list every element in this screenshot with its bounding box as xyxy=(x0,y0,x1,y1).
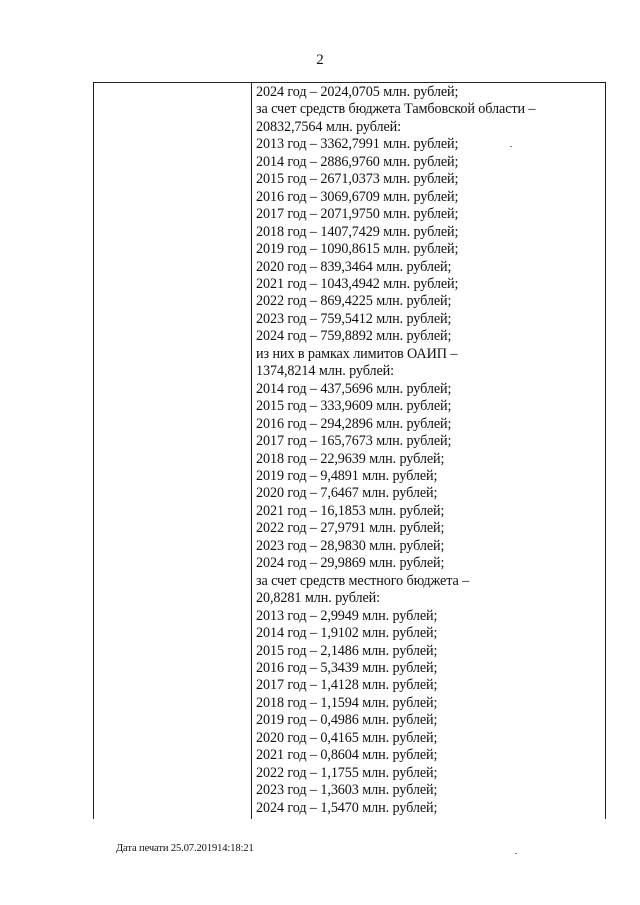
text-line: 2021 год – 16,1853 млн. рублей; xyxy=(256,502,445,519)
page-number: 2 xyxy=(316,52,324,68)
text-line: 2022 год – 27,9791 млн. рублей; xyxy=(256,520,445,537)
text-line: 2024 год – 759,8892 млн. рублей; xyxy=(256,328,452,345)
text-line: 2014 год – 1,9102 млн. рублей; xyxy=(256,625,438,642)
text-line: 2015 год – 2,1486 млн. рублей; xyxy=(256,642,438,659)
text-line: 2020 год – 839,3464 млн. рублей; xyxy=(256,258,452,275)
text-line: 2018 год – 22,9639 млн. рублей; xyxy=(256,450,445,467)
text-line: 2021 год – 1043,4942 млн. рублей; xyxy=(256,275,459,292)
text-line: 20832,7564 млн. рублей: xyxy=(256,118,401,135)
text-line: 2016 год – 294,2896 млн. рублей; xyxy=(256,415,452,432)
text-line: 2020 год – 7,6467 млн. рублей; xyxy=(256,485,438,502)
text-line: 2019 год – 9,4891 млн. рублей; xyxy=(256,467,438,484)
text-line: 2024 год – 2024,0705 млн. рублей; xyxy=(256,84,459,100)
text-line: 2020 год – 0,4165 млн. рублей; xyxy=(256,729,438,746)
text-line: 2013 год – 2,9949 млн. рублей; xyxy=(256,607,438,624)
text-line: 2019 год – 0,4986 млн. рублей; xyxy=(256,712,438,729)
text-line: 2015 год – 333,9609 млн. рублей; xyxy=(256,398,452,415)
print-date-footer: Дата печати 25.07.201914:18:21 xyxy=(116,843,254,854)
text-line: 2015 год – 2671,0373 млн. рублей; xyxy=(256,171,459,188)
text-line: 2024 год – 1,5470 млн. рублей; xyxy=(256,799,438,816)
text-line: 1374,8214 млн. рублей: xyxy=(256,363,394,380)
text-line: 2019 год – 1090,8615 млн. рублей; xyxy=(256,241,459,258)
text-line: 2014 год – 437,5696 млн. рублей; xyxy=(256,380,452,397)
text-line: 2018 год – 1,1594 млн. рублей; xyxy=(256,694,438,711)
table-left-column xyxy=(94,83,252,819)
text-line: 2023 год – 759,5412 млн. рублей; xyxy=(256,310,452,327)
text-line: 2024 год – 29,9869 млн. рублей; xyxy=(256,555,445,572)
text-line: 2017 год – 165,7673 млн. рублей; xyxy=(256,433,452,450)
text-line: 2022 год – 869,4225 млн. рублей; xyxy=(256,293,452,310)
document-table xyxy=(93,82,606,819)
text-line: 2022 год – 1,1755 млн. рублей; xyxy=(256,764,438,781)
text-line: 2014 год – 2886,9760 млн. рублей; xyxy=(256,153,459,170)
text-line: за счет средств бюджета Тамбовской области – xyxy=(256,101,536,118)
text-line: из них в рамках лимитов ОАИП – xyxy=(256,345,458,362)
text-line: 2017 год – 1,4128 млн. рублей; xyxy=(256,677,438,694)
text-line: 20,8281 млн. рублей: xyxy=(256,590,380,607)
table-right-column xyxy=(252,83,605,820)
text-line: 2023 год – 28,9830 млн. рублей; xyxy=(256,537,445,554)
text-line: 2017 год – 2071,9750 млн. рублей; xyxy=(256,206,459,223)
text-line: 2023 год – 1,3603 млн. рублей; xyxy=(256,782,438,799)
text-line: за счет средств местного бюджета – xyxy=(256,572,470,589)
text-line: 2013 год – 3362,7991 млн. рублей; xyxy=(256,136,459,153)
text-line: 2018 год – 1407,7429 млн. рублей; xyxy=(256,223,459,240)
scan-speck xyxy=(515,853,517,854)
text-line: 2016 год – 5,3439 млн. рублей; xyxy=(256,659,438,676)
text-line: 2016 год – 3069,6709 млн. рублей; xyxy=(256,188,459,205)
scan-speck xyxy=(510,146,512,147)
text-line: 2021 год – 0,8604 млн. рублей; xyxy=(256,747,438,764)
